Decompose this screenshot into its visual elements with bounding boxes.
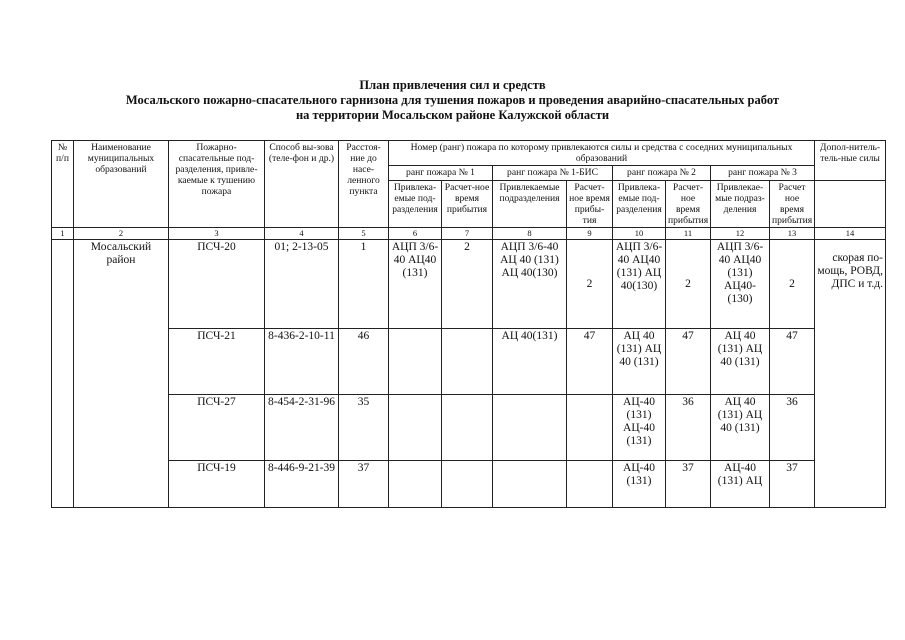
header-rank-1bis: ранг пожара № 1-БИС <box>493 166 613 181</box>
rank1-time <box>442 329 493 395</box>
rank2-time: 47 <box>666 329 711 395</box>
rank2-time: 36 <box>666 395 711 461</box>
column-number: 11 <box>666 228 711 240</box>
rank2-time: 37 <box>666 461 711 508</box>
extra-forces: скорая по-мощь, РОВД, ДПС и т.д. <box>815 240 886 508</box>
header-r2-time: Расчет-ное время прибытия <box>666 181 711 228</box>
rank3-time: 37 <box>770 461 815 508</box>
call-method: 01; 2-13-05 <box>265 240 339 329</box>
table-row <box>52 395 886 461</box>
column-number: 10 <box>613 228 666 240</box>
table-row <box>52 240 886 329</box>
call-method: 8-436-2-10-11 <box>265 329 339 395</box>
rank1bis-time <box>567 461 613 508</box>
header-extra-empty <box>815 181 886 228</box>
rank1-units: АЦП 3/6-40 АЦ40 (131) <box>389 240 442 329</box>
call-method: 8-446-9-21-39 <box>265 461 339 508</box>
column-number: 1 <box>52 228 74 240</box>
header-num: № п/п <box>52 141 74 228</box>
distance-value: 37 <box>339 461 389 508</box>
rank1bis-units: АЦ 40(131) <box>493 329 567 395</box>
column-number: 7 <box>442 228 493 240</box>
rank3-units: АЦ 40 (131) АЦ 40 (131) <box>711 395 770 461</box>
rank1bis-time <box>567 395 613 461</box>
header-r1b-units: Привлекаемые подразделения <box>493 181 567 228</box>
header-units: Пожарно-спасательные под-разделения, привле-каемые к тушению пожара <box>169 141 265 228</box>
column-number-row <box>52 228 886 240</box>
document-title: План привлечения сил и средств <box>359 78 546 92</box>
rank1-time <box>442 395 493 461</box>
unit-name: ПСЧ-21 <box>169 329 265 395</box>
rank1-time: 2 <box>442 240 493 329</box>
header-rank-group: Номер (ранг) пожара по которому привлекаются силы и средства с соседних муниципальных образований <box>389 141 815 166</box>
unit-name: ПСЧ-20 <box>169 240 265 329</box>
rank1-units <box>389 329 442 395</box>
rank2-units: АЦП 3/6-40 АЦ40 (131) АЦ 40(130) <box>613 240 666 329</box>
header-r3-units: Привлекае-мые подраз-деления <box>711 181 770 228</box>
rank3-units: АЦ 40 (131) АЦ 40 (131) <box>711 329 770 395</box>
row-number-cell <box>52 240 74 508</box>
header-rank-1: ранг пожара № 1 <box>389 166 493 181</box>
header-r1b-time: Расчет-ное время прибы-тия <box>567 181 613 228</box>
table-row <box>52 329 886 395</box>
column-number: 14 <box>815 228 886 240</box>
header-call-method: Способ вы-зова (теле-фон и др.) <box>265 141 339 228</box>
document-subtitle: Мосальского пожарно-спасательного гарнизона для тушения пожаров и проведения аварийно-спасательных работ <box>125 93 780 107</box>
header-r3-time: Расчет ное время прибытия <box>770 181 815 228</box>
header-distance: Расстоя-ние до насе-ленного пункта <box>339 141 389 228</box>
column-number: 3 <box>169 228 265 240</box>
rank1-units <box>389 395 442 461</box>
rank1-time <box>442 461 493 508</box>
unit-name: ПСЧ-27 <box>169 395 265 461</box>
header-municipality: Наименование муниципальных образований <box>74 141 169 228</box>
document-subtitle-territory: на территории Мосальском районе Калужской области <box>295 108 610 122</box>
column-number: 12 <box>711 228 770 240</box>
rank3-time: 47 <box>770 329 815 395</box>
rank2-time: 2 <box>666 240 711 329</box>
rank3-units: АЦП 3/6-40 АЦ40 (131) АЦ40-(130) <box>711 240 770 329</box>
distance-value: 35 <box>339 395 389 461</box>
rank3-units: АЦ-40 (131) АЦ <box>711 461 770 508</box>
header-rank-2: ранг пожара № 2 <box>613 166 711 181</box>
unit-name: ПСЧ-19 <box>169 461 265 508</box>
rank2-units: АЦ-40 (131) АЦ-40 (131) <box>613 395 666 461</box>
column-number: 2 <box>74 228 169 240</box>
header-r2-units: Привлека-емые под-разделения <box>613 181 666 228</box>
district-name: Мосальский район <box>74 240 169 508</box>
column-number: 8 <box>493 228 567 240</box>
rank2-units: АЦ-40 (131) <box>613 461 666 508</box>
header-row-1 <box>52 141 886 166</box>
call-method: 8-454-2-31-96 <box>265 395 339 461</box>
rank2-units: АЦ 40 (131) АЦ 40 (131) <box>613 329 666 395</box>
rank1bis-time: 47 <box>567 329 613 395</box>
column-number: 9 <box>567 228 613 240</box>
forces-plan-table <box>51 140 886 508</box>
column-number: 6 <box>389 228 442 240</box>
distance-value: 46 <box>339 329 389 395</box>
header-extra-forces: Допол-нитель-тель-ные силы <box>815 141 886 181</box>
column-number: 5 <box>339 228 389 240</box>
rank3-time: 2 <box>770 240 815 329</box>
rank1bis-units: АЦП 3/6-40 АЦ 40 (131) АЦ 40(130) <box>493 240 567 329</box>
table-row <box>52 461 886 508</box>
rank1-units <box>389 461 442 508</box>
distance-value: 1 <box>339 240 389 329</box>
header-r1-time: Расчет-ное время прибытия <box>442 181 493 228</box>
rank1bis-units <box>493 461 567 508</box>
header-r1-units: Привлека-емые под-разделения <box>389 181 442 228</box>
rank1bis-time: 2 <box>567 240 613 329</box>
column-number: 4 <box>265 228 339 240</box>
rank3-time: 36 <box>770 395 815 461</box>
rank1bis-units <box>493 395 567 461</box>
header-rank-3: ранг пожара № 3 <box>711 166 815 181</box>
column-number: 13 <box>770 228 815 240</box>
